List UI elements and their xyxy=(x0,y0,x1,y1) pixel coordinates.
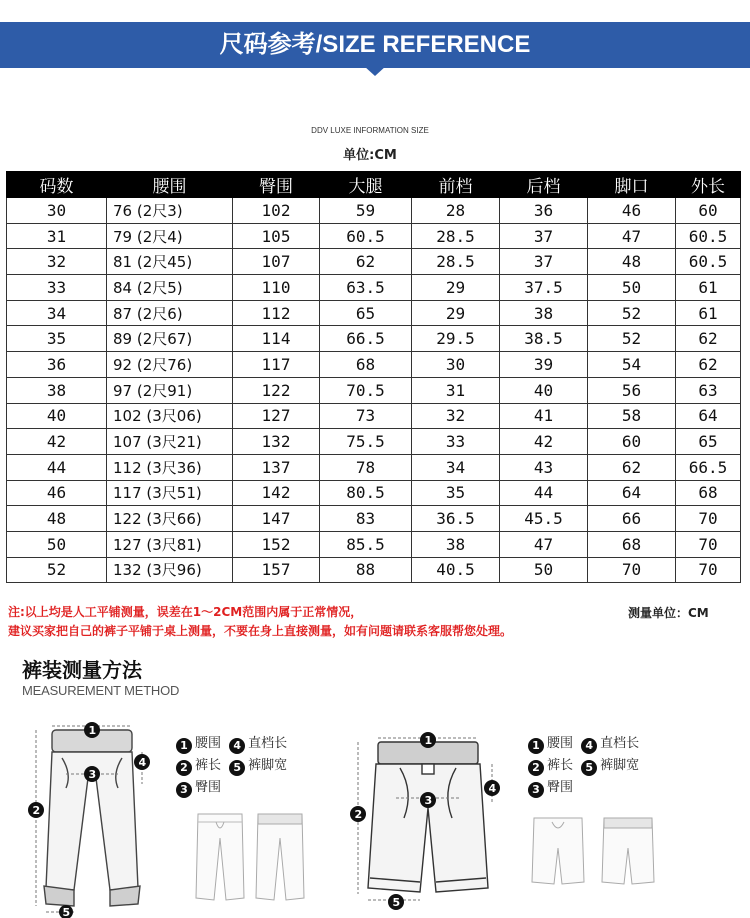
table-cell: 50 xyxy=(7,531,107,557)
table-cell: 75.5 xyxy=(320,429,412,455)
table-cell: 62 xyxy=(676,326,741,352)
table-cell: 47 xyxy=(588,223,676,249)
table-cell: 79 (2尺4) xyxy=(107,223,233,249)
table-cell: 85.5 xyxy=(320,531,412,557)
marker-2-label: 2 xyxy=(354,808,363,821)
size-table xyxy=(6,171,741,583)
note-line-2: 建议买家把自己的裤子平铺于桌上测量，不要在身上直接测量，如有问题请联系客服帮您处理。 xyxy=(8,624,513,638)
table-cell: 37 xyxy=(500,223,588,249)
table-cell: 152 xyxy=(233,531,320,557)
table-cell: 68 xyxy=(320,352,412,378)
table-cell: 33 xyxy=(7,275,107,301)
table-cell: 44 xyxy=(500,480,588,506)
table-cell: 70.5 xyxy=(320,377,412,403)
table-cell: 89 (2尺67) xyxy=(107,326,233,352)
table-cell: 40.5 xyxy=(412,557,500,583)
marker-1-label: 1 xyxy=(88,724,97,737)
table-row xyxy=(7,377,741,403)
table-cell: 114 xyxy=(233,326,320,352)
table-cell: 110 xyxy=(233,275,320,301)
marker-5-label: 5 xyxy=(62,906,71,918)
method-title: 裤装测量方法 xyxy=(22,658,142,682)
table-cell: 28.5 xyxy=(412,223,500,249)
table-cell: 59 xyxy=(320,198,412,224)
legend-item: 3 臀围 xyxy=(528,777,573,799)
table-cell: 68 xyxy=(676,480,741,506)
marker-4-label: 4 xyxy=(488,782,497,795)
table-cell: 34 xyxy=(412,454,500,480)
table-cell: 70 xyxy=(676,557,741,583)
legend-item: 5 裤脚宽 xyxy=(229,755,287,777)
header-leg-opening: 脚口 xyxy=(588,172,676,198)
table-cell: 92 (2尺76) xyxy=(107,352,233,378)
header-outseam: 外长 xyxy=(676,172,741,198)
table-cell: 105 xyxy=(233,223,320,249)
table-cell: 83 xyxy=(320,506,412,532)
table-cell: 36.5 xyxy=(412,506,500,532)
table-cell: 127 (3尺81) xyxy=(107,531,233,557)
table-row xyxy=(7,557,741,583)
table-cell: 42 xyxy=(500,429,588,455)
table-cell: 63.5 xyxy=(320,275,412,301)
table-cell: 36 xyxy=(7,352,107,378)
measure-unit: 测量单位：CM xyxy=(628,606,709,620)
table-cell: 46 xyxy=(7,480,107,506)
table-cell: 50 xyxy=(588,275,676,301)
table-cell: 65 xyxy=(676,429,741,455)
table-cell: 61 xyxy=(676,275,741,301)
table-cell: 127 xyxy=(233,403,320,429)
table-cell: 97 (2尺91) xyxy=(107,377,233,403)
table-cell: 73 xyxy=(320,403,412,429)
table-cell: 48 xyxy=(588,249,676,275)
table-cell: 62 xyxy=(320,249,412,275)
header-size: 码数 xyxy=(7,172,107,198)
table-row xyxy=(7,198,741,224)
table-row xyxy=(7,454,741,480)
table-row xyxy=(7,531,741,557)
table-cell: 60.5 xyxy=(676,249,741,275)
table-cell: 81 (2尺45) xyxy=(107,249,233,275)
table-cell: 37 xyxy=(500,249,588,275)
table-cell: 62 xyxy=(588,454,676,480)
table-row xyxy=(7,275,741,301)
table-cell: 112 xyxy=(233,300,320,326)
table-cell: 52 xyxy=(588,300,676,326)
table-cell: 80.5 xyxy=(320,480,412,506)
header-back-rise: 后档 xyxy=(500,172,588,198)
table-cell: 60 xyxy=(588,429,676,455)
table-cell: 28.5 xyxy=(412,249,500,275)
table-cell: 137 xyxy=(233,454,320,480)
note-line-1: 注:以上均是人工平铺测量，误差在1～2CM范围内属于正常情况， xyxy=(8,605,363,619)
table-cell: 29 xyxy=(412,300,500,326)
legend-item: 2 裤长 xyxy=(176,755,221,777)
table-cell: 44 xyxy=(7,454,107,480)
banner-title: 尺码参考/SIZE REFERENCE xyxy=(219,31,531,58)
shorts-sketch-back xyxy=(598,812,658,888)
table-cell: 29 xyxy=(412,275,500,301)
table-cell: 40 xyxy=(7,403,107,429)
table-cell: 47 xyxy=(500,531,588,557)
table-cell: 66.5 xyxy=(320,326,412,352)
table-cell: 35 xyxy=(7,326,107,352)
header-waist: 腰围 xyxy=(107,172,233,198)
table-row xyxy=(7,429,741,455)
table-cell: 142 xyxy=(233,480,320,506)
pants-sketch-front xyxy=(190,808,250,903)
legend-item: 4 直档长 xyxy=(581,733,639,755)
table-cell: 46 xyxy=(588,198,676,224)
marker-2-label: 2 xyxy=(32,804,41,817)
table-row xyxy=(7,223,741,249)
table-cell: 42 xyxy=(7,429,107,455)
pants-sketch-back xyxy=(250,808,310,903)
table-cell: 64 xyxy=(676,403,741,429)
table-cell: 60.5 xyxy=(320,223,412,249)
header-hip: 臀围 xyxy=(233,172,320,198)
header-front-rise: 前档 xyxy=(412,172,500,198)
legend-item: 3 臀围 xyxy=(176,777,221,799)
table-cell: 31 xyxy=(7,223,107,249)
table-cell: 84 (2尺5) xyxy=(107,275,233,301)
marker-3-label: 3 xyxy=(424,794,433,807)
table-cell: 60.5 xyxy=(676,223,741,249)
table-cell: 54 xyxy=(588,352,676,378)
table-cell: 66.5 xyxy=(676,454,741,480)
table-cell: 52 xyxy=(588,326,676,352)
table-cell: 87 (2尺6) xyxy=(107,300,233,326)
table-cell: 37.5 xyxy=(500,275,588,301)
legend-item: 1 腰围 xyxy=(176,733,221,755)
table-cell: 70 xyxy=(676,506,741,532)
table-cell: 35 xyxy=(412,480,500,506)
table-cell: 117 xyxy=(233,352,320,378)
method-subtitle: MEASUREMENT METHOD xyxy=(22,683,180,698)
table-cell: 38 xyxy=(412,531,500,557)
table-cell: 52 xyxy=(7,557,107,583)
table-cell: 122 (3尺66) xyxy=(107,506,233,532)
table-cell: 147 xyxy=(233,506,320,532)
table-cell: 43 xyxy=(500,454,588,480)
legend-item: 1 腰围 xyxy=(528,733,573,755)
table-cell: 38.5 xyxy=(500,326,588,352)
legend-item: 2 裤长 xyxy=(528,755,573,777)
table-cell: 68 xyxy=(588,531,676,557)
table-cell: 34 xyxy=(7,300,107,326)
table-cell: 56 xyxy=(588,377,676,403)
table-cell: 102 xyxy=(233,198,320,224)
table-cell: 30 xyxy=(412,352,500,378)
shorts-diagram xyxy=(340,728,510,914)
table-cell: 45.5 xyxy=(500,506,588,532)
table-cell: 157 xyxy=(233,557,320,583)
table-cell: 88 xyxy=(320,557,412,583)
table-cell: 102 (3尺06) xyxy=(107,403,233,429)
table-cell: 70 xyxy=(588,557,676,583)
table-cell: 78 xyxy=(320,454,412,480)
table-row xyxy=(7,352,741,378)
table-cell: 107 xyxy=(233,249,320,275)
table-cell: 63 xyxy=(676,377,741,403)
table-cell: 50 xyxy=(500,557,588,583)
legend-shorts xyxy=(528,733,643,799)
table-row xyxy=(7,326,741,352)
unit-label: 单位:CM xyxy=(343,148,397,163)
table-cell: 38 xyxy=(7,377,107,403)
legend-item: 5 裤脚宽 xyxy=(581,755,639,777)
table-cell: 66 xyxy=(588,506,676,532)
table-cell: 39 xyxy=(500,352,588,378)
table-cell: 36 xyxy=(500,198,588,224)
table-cell: 64 xyxy=(588,480,676,506)
legend-item: 4 直档长 xyxy=(229,733,287,755)
table-header-row xyxy=(7,172,741,198)
table-cell: 58 xyxy=(588,403,676,429)
table-cell: 60 xyxy=(676,198,741,224)
table-cell: 31 xyxy=(412,377,500,403)
table-cell: 132 xyxy=(233,429,320,455)
table-cell: 33 xyxy=(412,429,500,455)
header-thigh: 大腿 xyxy=(320,172,412,198)
marker-4-label: 4 xyxy=(138,756,147,769)
table-cell: 112 (3尺36) xyxy=(107,454,233,480)
table-cell: 122 xyxy=(233,377,320,403)
table-cell: 70 xyxy=(676,531,741,557)
marker-1-label: 1 xyxy=(424,734,433,747)
table-cell: 48 xyxy=(7,506,107,532)
table-cell: 32 xyxy=(412,403,500,429)
table-cell: 107 (3尺21) xyxy=(107,429,233,455)
table-cell: 40 xyxy=(500,377,588,403)
table-row xyxy=(7,300,741,326)
table-cell: 30 xyxy=(7,198,107,224)
table-row xyxy=(7,506,741,532)
table-row xyxy=(7,249,741,275)
table-cell: 32 xyxy=(7,249,107,275)
marker-3-label: 3 xyxy=(88,768,97,781)
table-cell: 117 (3尺51) xyxy=(107,480,233,506)
marker-5-label: 5 xyxy=(392,896,401,909)
long-pants-diagram xyxy=(22,718,162,918)
table-cell: 38 xyxy=(500,300,588,326)
table-cell: 65 xyxy=(320,300,412,326)
info-title: DDV LUXE INFORMATION SIZE xyxy=(311,126,429,135)
table-row xyxy=(7,480,741,506)
table-cell: 41 xyxy=(500,403,588,429)
table-cell: 132 (3尺96) xyxy=(107,557,233,583)
table-cell: 28 xyxy=(412,198,500,224)
table-cell: 62 xyxy=(676,352,741,378)
table-cell: 29.5 xyxy=(412,326,500,352)
shorts-sketch-front xyxy=(528,812,588,888)
table-cell: 61 xyxy=(676,300,741,326)
table-cell: 76 (2尺3) xyxy=(107,198,233,224)
legend-long-pants xyxy=(176,733,291,799)
table-row xyxy=(7,403,741,429)
